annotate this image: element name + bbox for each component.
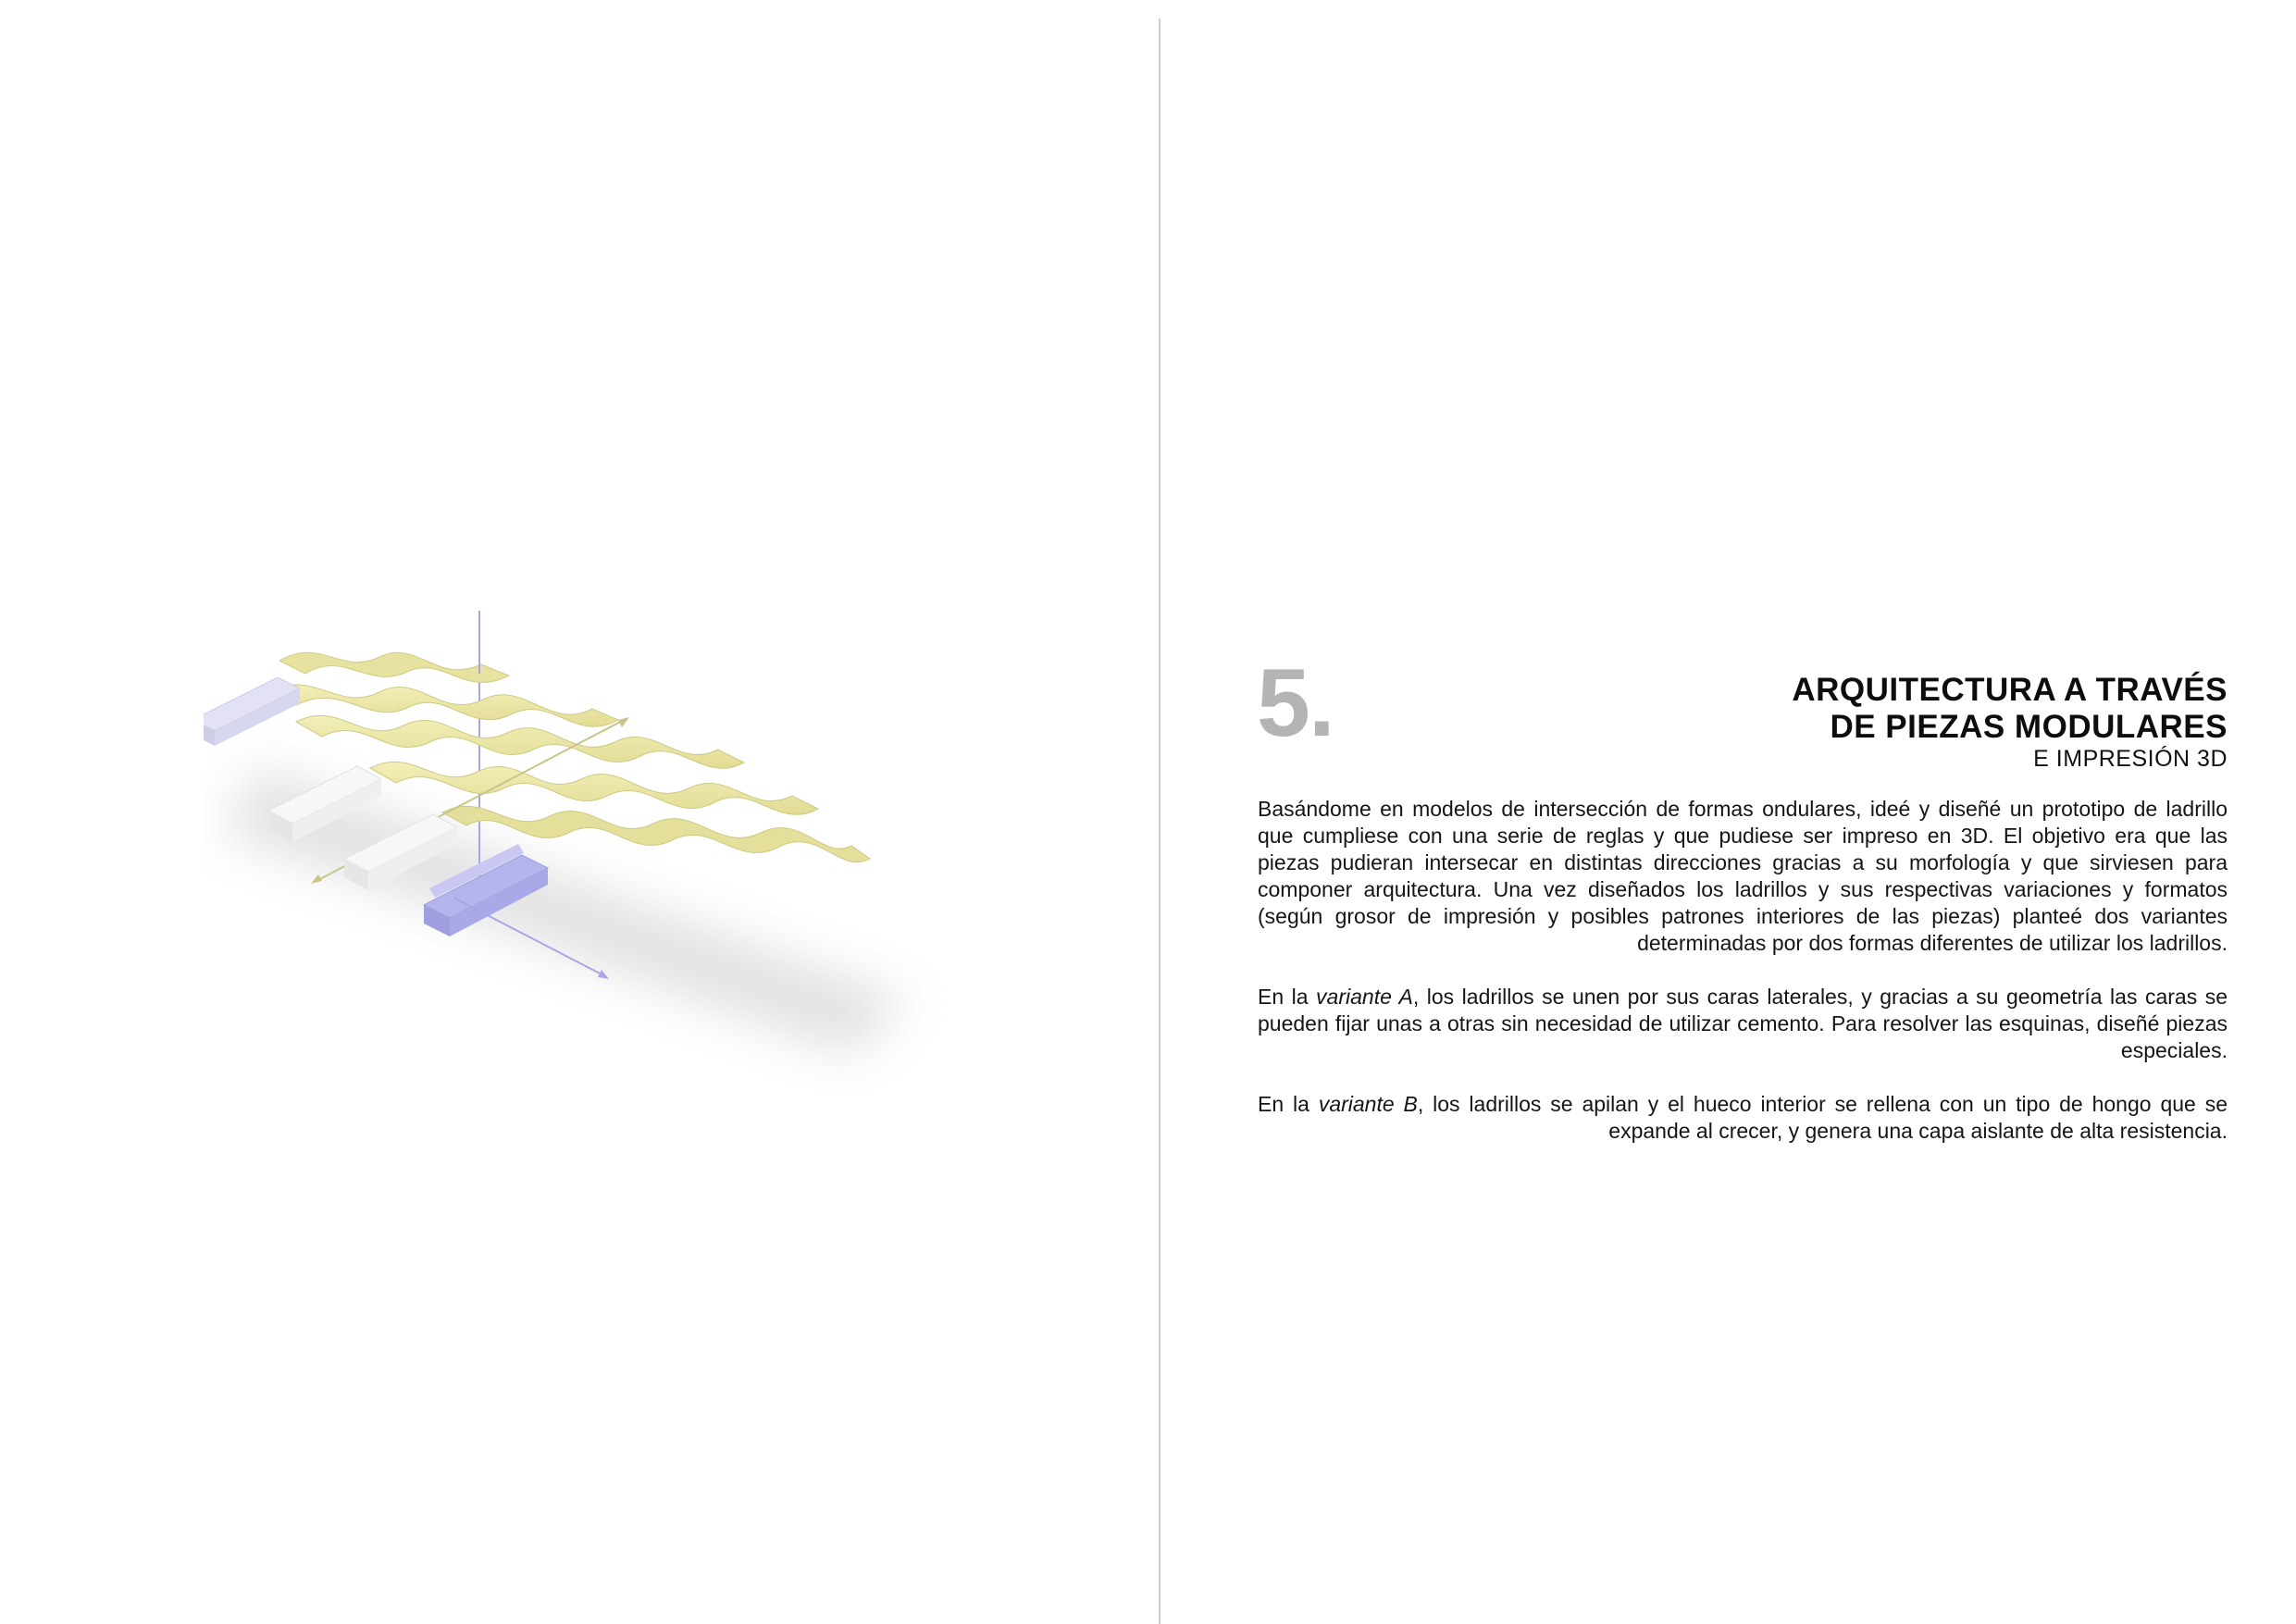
chapter-title-line-2: DE PIEZAS MODULARES (1830, 709, 2228, 745)
modular-brick-isometric-icon (204, 611, 1018, 1092)
chapter-heading (1580, 672, 2228, 772)
paragraph-variant-b (1258, 1091, 2228, 1145)
chapter-title-line-1: ARQUITECTURA A TRAVÉS (1792, 672, 2228, 708)
chapter-subtitle: E IMPRESIÓN 3D (2033, 746, 2228, 772)
paragraph-variant-b-prefix: En la (1258, 1092, 1319, 1116)
paragraph-intro: Basándome en modelos de intersección de formas ondulares, ideé y diseñé un prototipo de ladrillo que cumpliese con una serie de reglas y que pudiese ser impreso en 3D. El objetivo era que las piezas pudieran intersecar en distintas direcciones gracias a su morfología y que sirviesen para componer arquitectura. Una vez diseñados los ladrillos y sus respectivas variaciones y formatos (según grosor de impresión y posibles patrones interiores de las piezas) planteé dos variantes determinadas por dos formas diferentes de utilizar los ladrillos. (1258, 797, 2228, 955)
right-page (1160, 0, 2296, 1623)
variant-a-term: variante A (1316, 985, 1413, 1009)
paragraph-variant-a-text: , los ladrillos se unen por sus caras laterales, y gracias a su geometría las caras se pueden fijar unas a otras sin necesidad de utilizar cemento. Para resolver las esquinas, diseñé piezas especiales. (1258, 985, 2228, 1062)
variant-b-term: variante B (1318, 1092, 1418, 1116)
chapter-number: 5. (1257, 650, 1334, 757)
paragraph-variant-b-text: , los ladrillos se apilan y el hueco interior se rellena con un tipo de hongo que se expande al crecer, y genera una capa aislante de alta resistencia. (1417, 1092, 2228, 1143)
body-text (1258, 796, 2228, 1172)
brick-assembly (204, 611, 870, 936)
paragraph-variant-a-prefix: En la (1258, 985, 1317, 1009)
paragraph-variant-a (1258, 984, 2228, 1064)
